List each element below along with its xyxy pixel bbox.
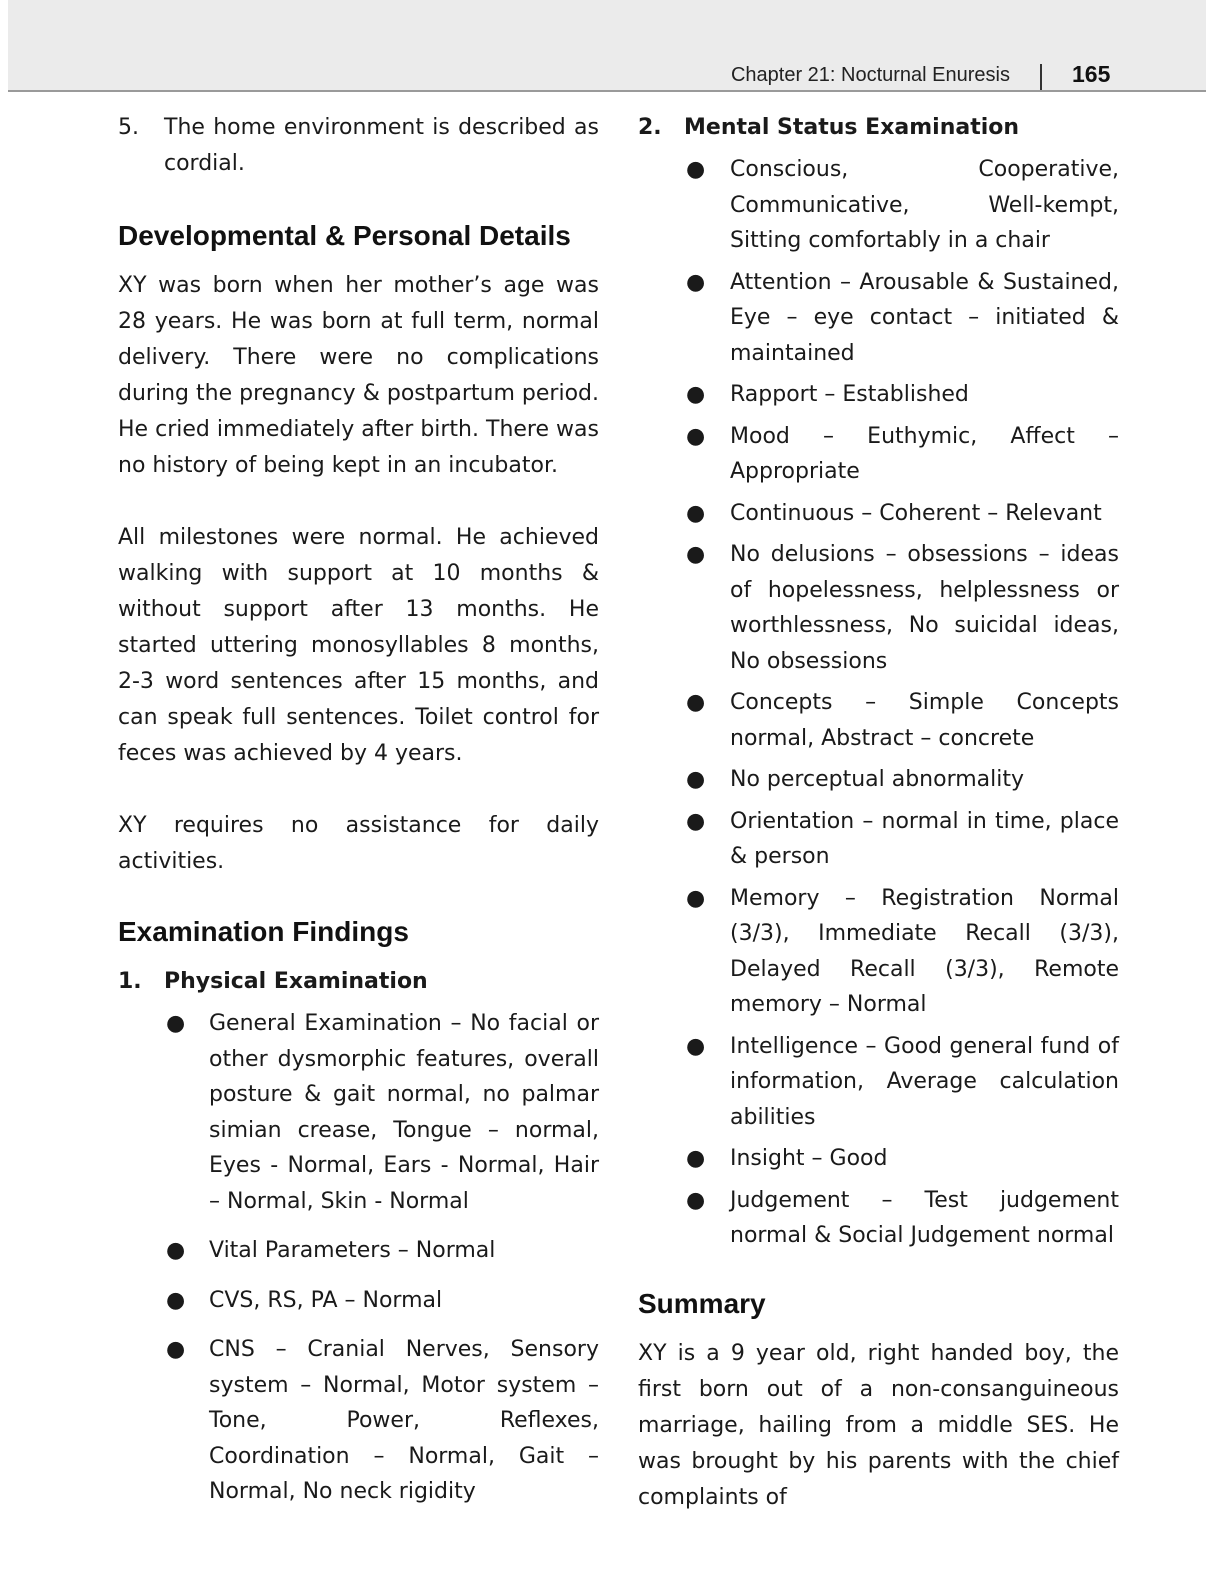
- item-text: The home environment is described as cordial.: [164, 115, 599, 176]
- mse-title: [638, 110, 1119, 146]
- list-item: [638, 1183, 1119, 1254]
- physical-exam-list: [118, 1006, 599, 1510]
- summary-heading: Summary: [638, 1287, 766, 1319]
- list-item-text: Rapport – Established: [730, 382, 969, 407]
- list-item: [638, 265, 1119, 372]
- examination-heading: Examination Findings: [118, 916, 409, 947]
- header-divider: [1040, 64, 1042, 90]
- list-item: [638, 881, 1119, 1023]
- list-item-text: Intelligence – Good general fund of information, Average calculation abilities: [730, 1033, 1119, 1130]
- list-item: [638, 762, 1119, 798]
- list-item-text: Insight – Good: [730, 1146, 888, 1171]
- bullet-icon: ●: [686, 808, 706, 834]
- list-item: [638, 419, 1119, 490]
- bullet-icon: ●: [166, 1337, 186, 1362]
- list-item: [118, 1233, 599, 1269]
- list-item-text: Mood – Euthymic, Affect – Appropriate: [730, 423, 1119, 484]
- list-item: [638, 804, 1119, 875]
- list-item: [118, 1332, 599, 1510]
- list-item: [638, 537, 1119, 679]
- developmental-paragraph-3: XY requires no assistance for daily activities.: [118, 813, 599, 874]
- list-item-text: Memory – Registration Normal (3/3), Immediate Recall (3/3), Delayed Recall (3/3), Remote memory – Normal: [730, 885, 1119, 1017]
- item-marker: 2.: [638, 115, 662, 140]
- mse-list: [638, 152, 1119, 1254]
- list-item-text: No delusions – obsessions – ideas of hopelessness, helplessness or worthlessness, No suicidal ideas, No obsessions: [730, 542, 1119, 674]
- bullet-icon: ●: [686, 885, 706, 911]
- bullet-icon: ●: [686, 500, 706, 526]
- list-item-text: Judgement – Test judgement normal & Social Judgement normal: [730, 1187, 1119, 1248]
- list-item: [118, 1283, 599, 1319]
- bullet-icon: ●: [686, 690, 706, 715]
- list-item-text: Orientation – normal in time, place & person: [730, 808, 1119, 869]
- list-item: [638, 685, 1119, 756]
- list-item-text: Vital Parameters – Normal: [209, 1238, 496, 1263]
- bullet-icon: ●: [686, 423, 706, 449]
- list-item: [638, 1141, 1119, 1177]
- developmental-paragraph-2: All milestones were normal. He achieved walking with support at 10 months & without support after 13 months. He started uttering monosyllables 8 months, 2-3 word sentences after 15 months, and can speak full sentences. Toilet control for feces was achieved by 4 years.: [118, 525, 599, 766]
- bullet-icon: ●: [686, 1146, 706, 1171]
- list-item-text: CVS, RS, PA – Normal: [209, 1287, 443, 1313]
- list-item: [638, 152, 1119, 259]
- page-number: 165: [1072, 61, 1111, 87]
- bullet-icon: ●: [166, 1011, 186, 1036]
- bullet-icon: ●: [686, 269, 706, 295]
- physical-exam-title: [118, 964, 599, 1000]
- item-marker: 5.: [118, 115, 139, 140]
- bullet-icon: ●: [166, 1238, 186, 1263]
- list-item-text: Concepts – Simple Concepts normal, Abstract – concrete: [730, 690, 1119, 751]
- list-item: [638, 377, 1119, 413]
- list-item-text: Conscious, Cooperative, Communicative, Well-kempt, Sitting comfortably in a chair: [730, 157, 1119, 253]
- bullet-icon: ●: [686, 382, 706, 407]
- list-item: [638, 1029, 1119, 1136]
- list-item: [118, 1006, 599, 1219]
- bullet-icon: ●: [686, 1187, 706, 1213]
- item-title: Physical Examination: [164, 969, 428, 994]
- list-item-text: CNS – Cranial Nerves, Sensory system – Normal, Motor system – Tone, Power, Reflexes, Coordination – Normal, Gait – Normal, No neck rigidity: [209, 1337, 599, 1504]
- developmental-heading: Developmental & Personal Details: [118, 220, 571, 251]
- item-title: Mental Status Examination: [684, 115, 1020, 140]
- bullet-icon: ●: [686, 767, 706, 792]
- bullet-icon: ●: [686, 1033, 706, 1059]
- list-item-text: Continuous – Coherent – Relevant: [730, 500, 1102, 526]
- item-marker: 1.: [118, 969, 142, 994]
- list-item-text: Attention – Arousable & Sustained, Eye – eye contact – initiated & maintained: [730, 269, 1119, 366]
- numbered-item-5: [118, 110, 599, 182]
- list-item-text: General Examination – No facial or other dysmorphic features, overall posture & gait normal, no palmar simian crease, Tongue – normal, Eyes - Normal, Ears - Normal, Hair – Normal, Skin - Normal: [209, 1011, 599, 1214]
- list-item-text: No perceptual abnormality: [730, 767, 1025, 792]
- developmental-paragraph-1: XY was born when her mother’s age was 28 years. He was born at full term, normal delivery. There were no complications during the pregnancy & postpartum period. He cried immediately after birth. There was no history of being kept in an incubator.: [118, 273, 599, 478]
- list-item: [638, 496, 1119, 532]
- bullet-icon: ●: [686, 157, 706, 182]
- summary-paragraph: XY is a 9 year old, right handed boy, the first born out of a non-consanguineous marriage, hailing from a middle SES. He was brought by his parents with the chief complaints of: [638, 1340, 1119, 1510]
- bullet-icon: ●: [686, 542, 706, 567]
- bullet-icon: ●: [166, 1287, 186, 1313]
- chapter-title: Chapter 21: Nocturnal Enuresis: [730, 64, 1010, 86]
- page-header: [8, 0, 1206, 92]
- left-column: [118, 110, 599, 1510]
- right-column: [638, 110, 1119, 1516]
